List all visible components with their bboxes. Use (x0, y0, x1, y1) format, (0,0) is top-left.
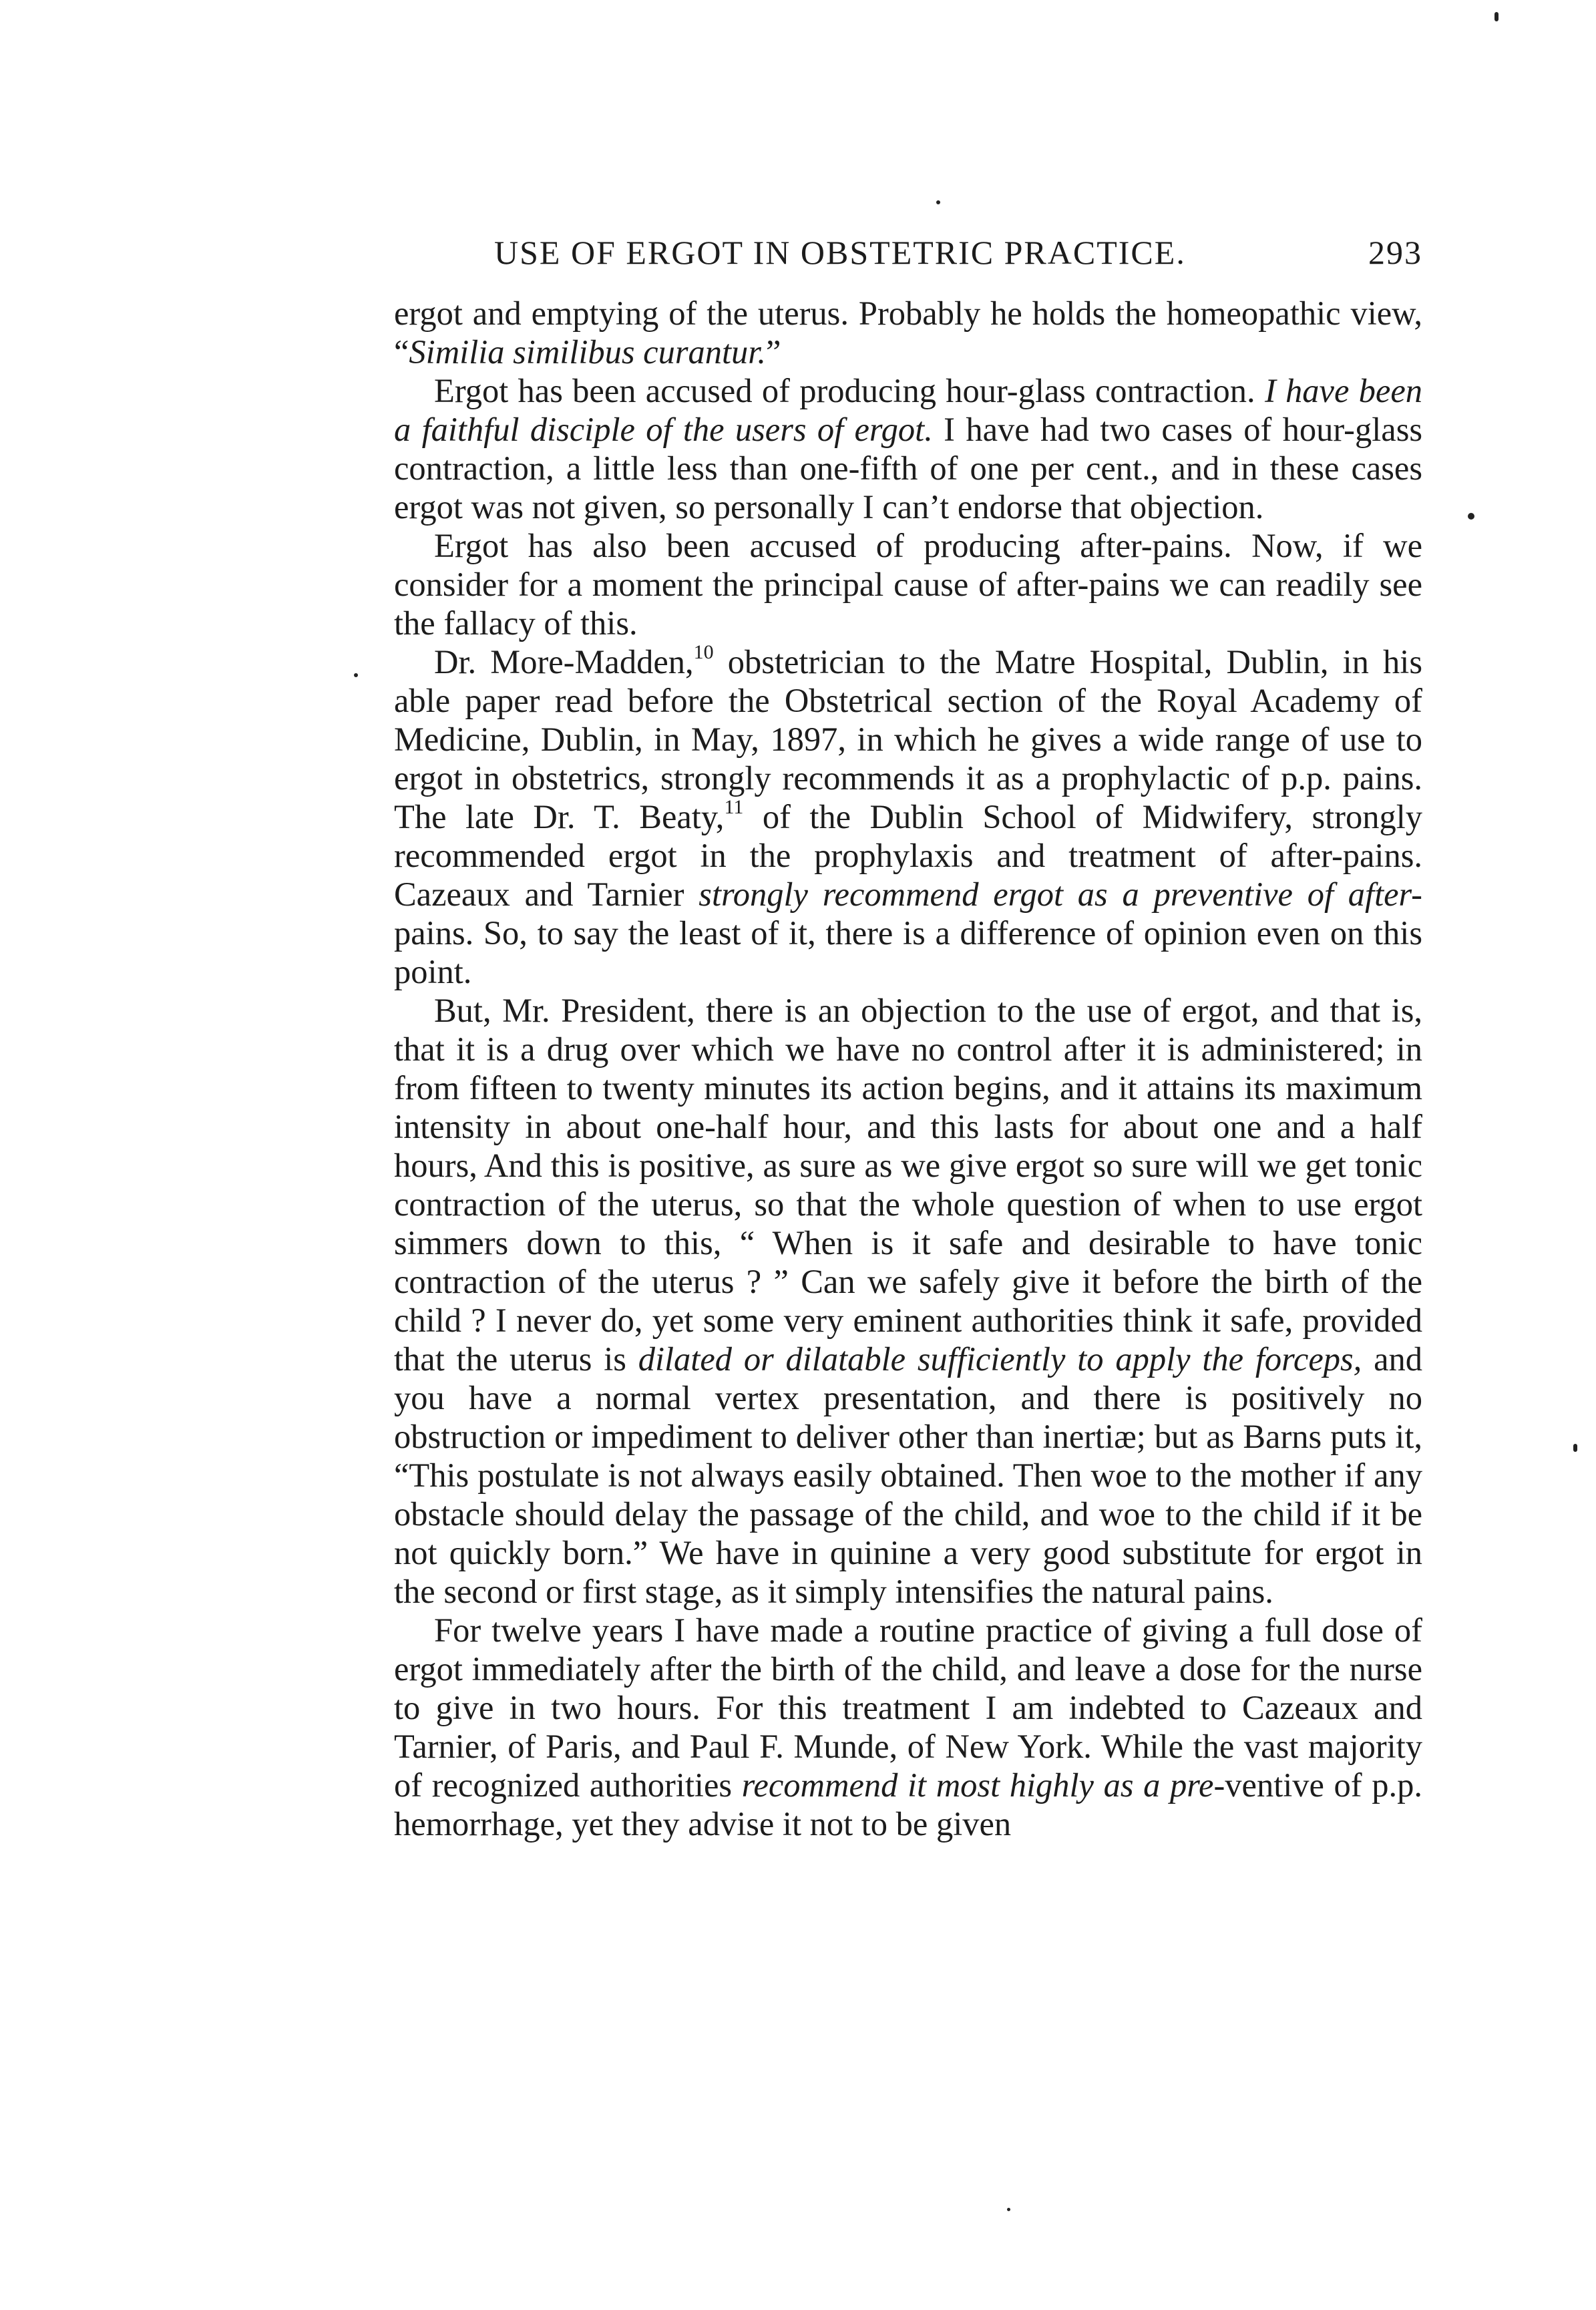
text-run: Ergot has been accused of producing hour-glass contraction. (434, 372, 1265, 409)
italic-text: I have been a faithful disciple of the users of ergot. (394, 372, 1422, 448)
italic-text: Similia similibus curantur. (409, 333, 766, 371)
italic-text: dilated or dilatable sufficiently to apply the forceps, (638, 1340, 1362, 1378)
margin-speck (936, 200, 940, 204)
paragraph (394, 991, 1422, 1611)
margin-speck (354, 673, 358, 677)
text-run: obstetrician to the Matre Hospital, Dublin, in his able paper read before the Obstetrical section of the Royal Academy of Medicine, Dublin, in May, 1897, in which he gives a wide range of use to ergot in obstetrics, strongly recommends it as a prophylactic of p.p. pains. The late Dr. T. Beaty, (394, 643, 1422, 835)
paragraph (394, 294, 1422, 371)
italic-text: recommend it most highly as a pre- (741, 1766, 1225, 1804)
paragraph (394, 1611, 1422, 1843)
text-run: Ergot has also been accused of producing after-pains. Now, if we consider for a moment the principal cause of after-pains we can readily see the fallacy of this. (394, 527, 1422, 642)
text-run: of the Dublin School of Midwifery, strongly recommended ergot in the prophylaxis and treatment of after-pains. Cazeaux and Tarnier (394, 798, 1422, 913)
text-run: For twelve years I have made a routine practice of giving a full dose of ergot immediately after the birth of the child, and leave a dose for the nurse to give in two hours. For this treatment I am indebted to Cazeaux and Tarnier, of Paris, and Paul F. Munde, of New York. While the vast majority of recognized authorities (394, 1611, 1422, 1804)
page-number: 293 (1368, 234, 1422, 271)
paragraph (394, 642, 1422, 991)
body-text (394, 294, 1422, 1843)
margin-speck (1468, 513, 1474, 520)
text-run: ergot and emptying of the uterus. Probably he holds the homeopathic view, “ (394, 295, 1422, 371)
paragraph (394, 526, 1422, 642)
footnote-ref: 11 (724, 796, 744, 818)
running-head (394, 226, 1422, 279)
text-run: But, Mr. President, there is an objection to the use of ergot, and that is, that it is a drug over which we have no control after it is administered; in from fifteen to twenty minutes its action begins, and it attains its maximum intensity in about one-half hour, and this lasts for about one and a half hours, And this is positive, as sure as we give ergot so sure will we get tonic contraction of the uterus, so that the whole question of when to use ergot simmers down to this, “ When is it safe and desirable to have tonic contraction of the uterus ? ” Can we safely give it before the birth of the child ? I never do, yet some very eminent authorities think it safe, provided that the uterus is (394, 992, 1422, 1378)
text-run: I have had two cases of hour-glass contraction, a little less than one-fifth of one per cent., and in these cases ergot was not given, so personally I can’t endorse that objection. (394, 411, 1422, 526)
running-title: USE OF ERGOT IN OBSTETRIC PRACTICE. (494, 234, 1186, 271)
text-run: pains. So, to say the least of it, there is a difference of opinion even on this point. (394, 914, 1422, 990)
text-run: ventive of p.p. hemorrhage, yet they advise it not to be given (394, 1766, 1423, 1843)
text-run: Dr. More-Madden, (434, 643, 694, 681)
text-run: and you have a normal vertex presentation, and there is positively no obstruction or impediment to deliver other than inertiæ; but as Barns puts it, “This postulate is not always easily obtained. Then woe to the mother if any obstacle should delay the passage of the child, and woe to the child if it be not quickly born.” We have in quinine a very good substitute for ergot in the second or first stage, as it simply intensifies the natural pains. (394, 1340, 1422, 1610)
margin-speck (1007, 2208, 1010, 2211)
margin-speck (1494, 12, 1499, 21)
paragraph (394, 371, 1422, 526)
italic-text: strongly recommend ergot as a preventive of after- (699, 876, 1422, 913)
footnote-ref: 10 (693, 641, 714, 663)
text-run: ” (765, 333, 781, 371)
margin-speck (1573, 1444, 1577, 1452)
